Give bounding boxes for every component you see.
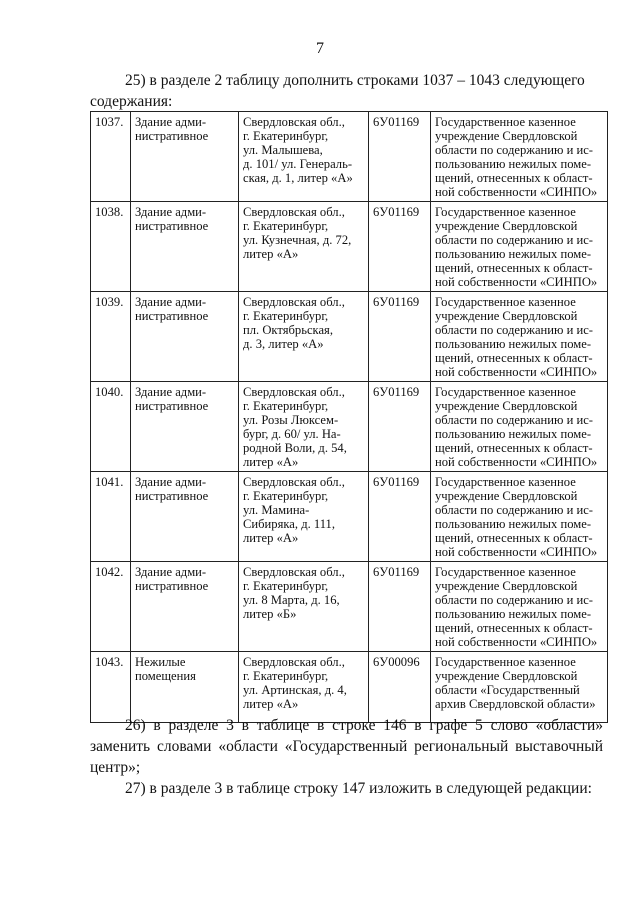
organization-cell bbox=[431, 292, 608, 382]
organization-cell bbox=[431, 112, 608, 202]
org-line: пользованию нежилых поме- bbox=[435, 607, 592, 621]
org-line: учреждение Свердловской bbox=[435, 669, 578, 683]
type-line: Здание адми- bbox=[135, 475, 207, 489]
address-line: г. Екатеринбург, bbox=[243, 309, 329, 323]
address-line: литер «А» bbox=[243, 247, 299, 261]
address-cell bbox=[239, 112, 369, 202]
org-line: учреждение Свердловской bbox=[435, 489, 578, 503]
address-line: ская, д. 1, литер «А» bbox=[243, 171, 353, 185]
org-line: ной собственности «СИНПО» bbox=[435, 635, 598, 649]
address-line: литер «Б» bbox=[243, 607, 297, 621]
organization-cell bbox=[431, 382, 608, 472]
object-type-cell bbox=[131, 202, 239, 292]
intro-paragraph bbox=[90, 70, 603, 112]
org-line: пользованию нежилых поме- bbox=[435, 157, 592, 171]
address-line: Свердловская обл., bbox=[243, 295, 345, 309]
organization-cell bbox=[431, 202, 608, 292]
address-line: ул. 8 Марта, д. 16, bbox=[243, 593, 340, 607]
org-line: Государственное казенное bbox=[435, 205, 576, 219]
type-line: нистративное bbox=[135, 399, 209, 413]
table-row bbox=[91, 202, 608, 292]
type-line: нистративное bbox=[135, 129, 209, 143]
address-cell bbox=[239, 202, 369, 292]
org-line: учреждение Свердловской bbox=[435, 399, 578, 413]
organization-cell bbox=[431, 652, 608, 723]
address-cell bbox=[239, 292, 369, 382]
type-line: нистративное bbox=[135, 579, 209, 593]
row-number-cell: 1043. bbox=[91, 652, 131, 723]
org-line: Государственное казенное bbox=[435, 385, 576, 399]
intro-line-2: содержания: bbox=[90, 93, 173, 110]
org-line: области «Государственный bbox=[435, 683, 580, 697]
object-type-cell bbox=[131, 652, 239, 723]
org-line: щений, отнесенных к област- bbox=[435, 441, 593, 455]
address-line: литер «А» bbox=[243, 531, 299, 545]
org-line: области по содержанию и ис- bbox=[435, 233, 593, 247]
address-line: Свердловская обл., bbox=[243, 565, 345, 579]
address-line: бург, д. 60/ ул. На- bbox=[243, 427, 341, 441]
code-cell: 6У01169 bbox=[369, 562, 431, 652]
row-number-cell: 1039. bbox=[91, 292, 131, 382]
org-line: Государственное казенное bbox=[435, 475, 576, 489]
code-cell: 6У00096 bbox=[369, 652, 431, 723]
org-line: пользованию нежилых поме- bbox=[435, 247, 592, 261]
property-table-body bbox=[91, 112, 608, 723]
org-line: пользованию нежилых поме- bbox=[435, 427, 592, 441]
org-line: ной собственности «СИНПО» bbox=[435, 275, 598, 289]
type-line: нистративное bbox=[135, 309, 209, 323]
org-line: учреждение Свердловской bbox=[435, 579, 578, 593]
item-26-paragraph: 26) в разделе 3 в таблице в строке 146 в графе 5 слово «области» заменить словами «области «Государственный региональный выставочный центр»; bbox=[90, 717, 603, 776]
row-number-cell: 1041. bbox=[91, 472, 131, 562]
table-row bbox=[91, 472, 608, 562]
org-line: области по содержанию и ис- bbox=[435, 143, 593, 157]
type-line: Здание адми- bbox=[135, 385, 207, 399]
object-type-cell bbox=[131, 472, 239, 562]
address-line: Свердловская обл., bbox=[243, 205, 345, 219]
table-row bbox=[91, 112, 608, 202]
code-cell: 6У01169 bbox=[369, 472, 431, 562]
intro-line-1: 25) в разделе 2 таблицу дополнить строками 1037 – 1043 следующего bbox=[125, 72, 585, 89]
address-line: г. Екатеринбург, bbox=[243, 129, 329, 143]
address-line: литер «А» bbox=[243, 455, 299, 469]
address-line: литер «А» bbox=[243, 697, 299, 711]
row-number-cell: 1042. bbox=[91, 562, 131, 652]
row-number-cell: 1040. bbox=[91, 382, 131, 472]
org-line: Государственное казенное bbox=[435, 115, 576, 129]
org-line: учреждение Свердловской bbox=[435, 219, 578, 233]
code-cell: 6У01169 bbox=[369, 292, 431, 382]
object-type-cell bbox=[131, 292, 239, 382]
address-line: Свердловская обл., bbox=[243, 115, 345, 129]
type-line: Здание адми- bbox=[135, 565, 207, 579]
org-line: области по содержанию и ис- bbox=[435, 323, 593, 337]
org-line: области по содержанию и ис- bbox=[435, 413, 593, 427]
address-line: родной Воли, д. 54, bbox=[243, 441, 347, 455]
table-row bbox=[91, 292, 608, 382]
organization-cell bbox=[431, 562, 608, 652]
org-line: архив Свердловской области» bbox=[435, 697, 596, 711]
type-line: Нежилые bbox=[135, 655, 186, 669]
org-line: Государственное казенное bbox=[435, 565, 576, 579]
table-row bbox=[91, 562, 608, 652]
address-line: г. Екатеринбург, bbox=[243, 399, 329, 413]
address-line: д. 3, литер «А» bbox=[243, 337, 324, 351]
address-cell bbox=[239, 562, 369, 652]
address-line: ул. Розы Люксем- bbox=[243, 413, 339, 427]
org-line: учреждение Свердловской bbox=[435, 129, 578, 143]
org-line: ной собственности «СИНПО» bbox=[435, 365, 598, 379]
type-line: нистративное bbox=[135, 219, 209, 233]
address-cell bbox=[239, 382, 369, 472]
org-line: ной собственности «СИНПО» bbox=[435, 185, 598, 199]
address-line: ул. Малышева, bbox=[243, 143, 323, 157]
address-cell bbox=[239, 472, 369, 562]
org-line: Государственное казенное bbox=[435, 295, 576, 309]
table-row bbox=[91, 652, 608, 723]
address-cell bbox=[239, 652, 369, 723]
type-line: нистративное bbox=[135, 489, 209, 503]
address-line: г. Екатеринбург, bbox=[243, 579, 329, 593]
address-line: ул. Мамина- bbox=[243, 503, 310, 517]
row-number-cell: 1038. bbox=[91, 202, 131, 292]
type-line: помещения bbox=[135, 669, 196, 683]
page-number: 7 bbox=[316, 40, 324, 57]
org-line: ной собственности «СИНПО» bbox=[435, 455, 598, 469]
table-row bbox=[91, 382, 608, 472]
code-cell: 6У01169 bbox=[369, 112, 431, 202]
address-line: г. Екатеринбург, bbox=[243, 489, 329, 503]
address-line: Сибиряка, д. 111, bbox=[243, 517, 335, 531]
object-type-cell bbox=[131, 112, 239, 202]
type-line: Здание адми- bbox=[135, 205, 207, 219]
address-line: пл. Октябрьская, bbox=[243, 323, 333, 337]
row-number-cell: 1037. bbox=[91, 112, 131, 202]
address-line: Свердловская обл., bbox=[243, 385, 345, 399]
org-line: щений, отнесенных к област- bbox=[435, 351, 593, 365]
address-line: г. Екатеринбург, bbox=[243, 669, 329, 683]
address-line: Свердловская обл., bbox=[243, 655, 345, 669]
code-cell: 6У01169 bbox=[369, 202, 431, 292]
address-line: д. 101/ ул. Генераль- bbox=[243, 157, 353, 171]
address-line: ул. Артинская, д. 4, bbox=[243, 683, 347, 697]
org-line: щений, отнесенных к област- bbox=[435, 171, 593, 185]
org-line: Государственное казенное bbox=[435, 655, 576, 669]
address-line: ул. Кузнечная, д. 72, bbox=[243, 233, 352, 247]
org-line: щений, отнесенных к област- bbox=[435, 621, 593, 635]
org-line: ной собственности «СИНПО» bbox=[435, 545, 598, 559]
property-table bbox=[90, 111, 608, 723]
org-line: пользованию нежилых поме- bbox=[435, 337, 592, 351]
org-line: щений, отнесенных к област- bbox=[435, 261, 593, 275]
address-line: Свердловская обл., bbox=[243, 475, 345, 489]
object-type-cell bbox=[131, 382, 239, 472]
type-line: Здание адми- bbox=[135, 115, 207, 129]
code-cell: 6У01169 bbox=[369, 382, 431, 472]
org-line: области по содержанию и ис- bbox=[435, 593, 593, 607]
org-line: щений, отнесенных к област- bbox=[435, 531, 593, 545]
org-line: пользованию нежилых поме- bbox=[435, 517, 592, 531]
type-line: Здание адми- bbox=[135, 295, 207, 309]
org-line: области по содержанию и ис- bbox=[435, 503, 593, 517]
address-line: г. Екатеринбург, bbox=[243, 219, 329, 233]
org-line: учреждение Свердловской bbox=[435, 309, 578, 323]
item-27-paragraph: 27) в разделе 3 в таблице строку 147 изложить в следующей редакции: bbox=[125, 780, 592, 797]
organization-cell bbox=[431, 472, 608, 562]
object-type-cell bbox=[131, 562, 239, 652]
